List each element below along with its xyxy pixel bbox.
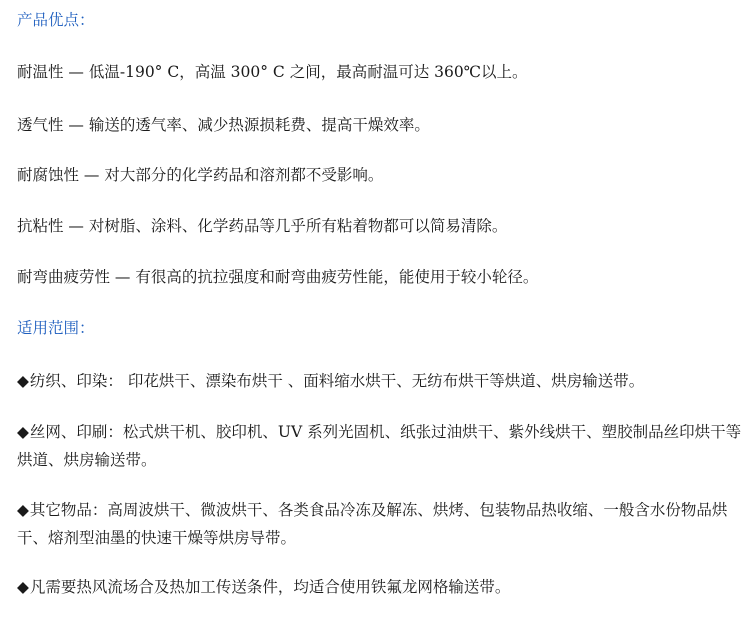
application-item-textile — [17, 367, 742, 395]
application-item-other — [17, 496, 742, 552]
advantage-item-flex-fatigue: 耐弯曲疲劳性 — 有很高的抗拉强度和耐弯曲疲劳性能，能使用于较小轮径。 — [17, 268, 539, 286]
applications-heading: 适用范围： — [17, 319, 95, 337]
diamond-bullet-icon: ◆ — [17, 578, 29, 596]
diamond-bullet-icon: ◆ — [17, 372, 29, 390]
advantage-item-breathability: 透气性 — 输送的透气率、减少热源损耗费、提高干燥效率。 — [17, 116, 430, 134]
diamond-bullet-icon: ◆ — [17, 501, 29, 519]
advantage-item-heat-resistance: 耐温性 — 低温-190° C，高温 300° C 之间，最高耐温可达 360℃以上。 — [17, 63, 528, 81]
application-text: 凡需要热风流场合及热加工传送条件，均适合使用铁氟龙网格输送带。 — [29, 578, 511, 596]
application-text: 其它物品：高周波烘干、微波烘干、各类食品冷冻及解冻、烘烤、包装物品热收缩、一般含水份物品烘干、熔剂型油墨的快速干燥等烘房导带。 — [17, 501, 728, 547]
application-item-printing — [17, 418, 742, 474]
advantages-heading: 产品优点： — [17, 11, 95, 29]
advantage-item-anti-stick: 抗粘性 — 对树脂、涂料、化学药品等几乎所有粘着物都可以简易清除。 — [17, 217, 508, 235]
application-text: 丝网、印刷：松式烘干机、胶印机、UV 系列光固机、纸张过油烘干、紫外线烘干、塑胶制品丝印烘干等烘道、烘房输送带。 — [17, 423, 742, 469]
diamond-bullet-icon: ◆ — [17, 423, 29, 441]
application-item-general — [17, 573, 742, 601]
application-text: 纺织、印染： 印花烘干、漂染布烘干 、面料缩水烘干、无纺布烘干等烘道、烘房输送带。 — [29, 372, 645, 390]
advantage-item-corrosion-resistance: 耐腐蚀性 — 对大部分的化学药品和溶剂都不受影响。 — [17, 166, 384, 184]
